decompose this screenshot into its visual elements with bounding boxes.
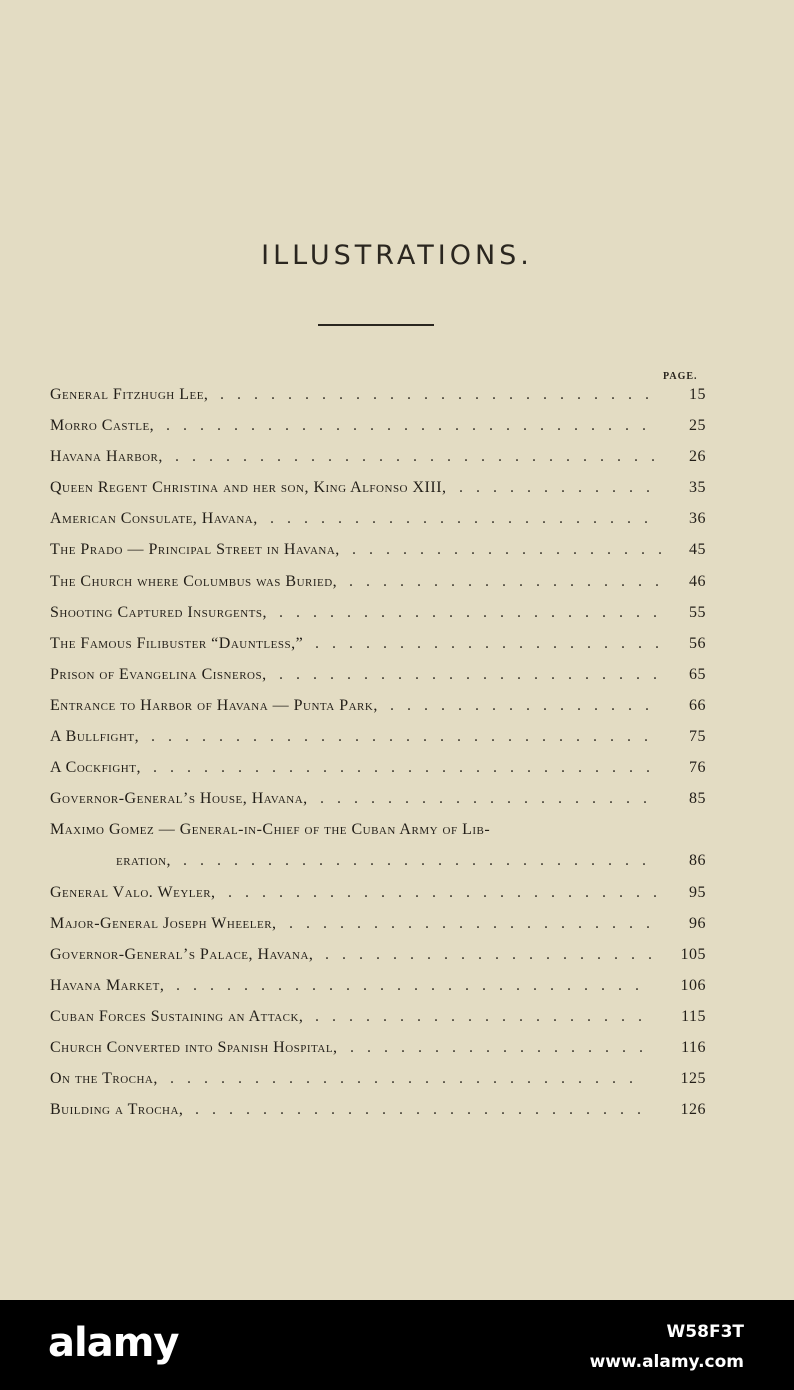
toc-entry xyxy=(50,382,710,413)
toc-entry xyxy=(50,942,710,973)
entry-title: General Valo. Weyler, xyxy=(50,883,216,901)
entry-page-number: 95 xyxy=(689,883,706,901)
entry-page-number: 15 xyxy=(689,386,706,403)
dot-leader: ........................... xyxy=(195,1101,654,1119)
dot-leader: ....................... xyxy=(270,510,661,528)
entry-title: The Prado — Principal Street in Havana, xyxy=(50,541,340,559)
dot-leader: .................... xyxy=(315,1007,655,1025)
entry-title: Major-General Joseph Wheeler, xyxy=(50,914,277,932)
toc-entry xyxy=(50,817,710,848)
toc-entry xyxy=(50,537,710,568)
entry-title: American Consulate, Havana, xyxy=(50,510,258,528)
entry-title: Havana Harbor, xyxy=(50,448,163,466)
toc-entry xyxy=(50,1004,710,1035)
toc-entry xyxy=(50,755,710,786)
dot-leader: ....................... xyxy=(279,665,670,683)
entry-page-number: 76 xyxy=(689,759,706,777)
entry-title: Havana Market, xyxy=(50,976,165,994)
entry-title: A Bullfight, xyxy=(50,728,140,746)
toc-entry xyxy=(50,631,710,662)
dot-leader: .................. xyxy=(350,1038,656,1056)
dot-leader: ............................. xyxy=(166,417,659,435)
toc-entry xyxy=(50,786,710,817)
entry-page-number: 25 xyxy=(689,417,706,435)
entry-page-number: 55 xyxy=(689,603,706,621)
toc-entry xyxy=(50,1097,710,1128)
title-rule xyxy=(318,324,434,326)
entry-page-number: 66 xyxy=(689,696,706,714)
dot-leader: ...................... xyxy=(289,914,663,932)
illustrations-list xyxy=(50,382,710,1128)
dot-leader: ................... xyxy=(349,572,672,590)
entry-page-number: 116 xyxy=(681,1038,706,1056)
entry-page-number: 85 xyxy=(689,790,706,808)
toc-entry xyxy=(50,475,710,506)
entry-title: Building a Trocha, xyxy=(50,1101,184,1119)
toc-entry xyxy=(50,880,710,911)
entry-page-number: 105 xyxy=(680,945,706,963)
toc-entry xyxy=(50,973,710,1004)
dot-leader: .......................... xyxy=(220,386,662,403)
dot-leader: .............................. xyxy=(151,728,661,746)
dot-leader: ............................. xyxy=(175,448,668,466)
entry-title: The Church where Columbus was Buried, xyxy=(50,572,338,590)
image-id: W58F3T xyxy=(666,1322,744,1342)
entry-title: Maximo Gomez — General-in-Chief of the Cuban Army of Lib- xyxy=(50,821,491,839)
entry-title: Governor-General’s House, Havana, xyxy=(50,790,308,808)
toc-entry xyxy=(50,1066,710,1097)
dot-leader: ....................... xyxy=(279,603,670,621)
entry-page-number: 56 xyxy=(689,634,706,652)
dot-leader: ................... xyxy=(352,541,675,559)
entry-page-number: 65 xyxy=(689,665,706,683)
toc-entry xyxy=(50,413,710,444)
entry-page-number: 75 xyxy=(689,728,706,746)
toc-entry xyxy=(50,724,710,755)
toc-entry xyxy=(50,444,710,475)
entry-page-number: 96 xyxy=(689,914,706,932)
entry-title: Prison of Evangelina Cisneros, xyxy=(50,665,267,683)
entry-title: Morro Castle, xyxy=(50,417,155,435)
entry-title: Cuban Forces Sustaining an Attack, xyxy=(50,1007,304,1025)
entry-title: eration, xyxy=(116,852,172,870)
dot-leader: .................... xyxy=(325,945,665,963)
toc-entry xyxy=(50,1035,710,1066)
entry-page-number: 125 xyxy=(680,1070,706,1088)
entry-page-number: 126 xyxy=(680,1101,706,1119)
dot-leader: ............................ xyxy=(183,852,659,870)
entry-page-number: 26 xyxy=(689,448,706,466)
toc-entry xyxy=(50,693,710,724)
dot-leader: ................ xyxy=(390,696,662,714)
entry-title: A Cockfight, xyxy=(50,759,141,777)
dot-leader: ............................ xyxy=(170,1070,646,1088)
entry-title: Entrance to Harbor of Havana — Punta Park, xyxy=(50,696,378,714)
entry-page-number: 35 xyxy=(689,479,706,497)
toc-entry xyxy=(50,662,710,693)
entry-page-number: 36 xyxy=(689,510,706,528)
alamy-logo: alamy xyxy=(48,1320,179,1366)
dot-leader: ..................... xyxy=(315,634,672,652)
entry-title: On the Trocha, xyxy=(50,1070,158,1088)
watermark-footer xyxy=(0,1300,794,1390)
toc-entry xyxy=(50,569,710,600)
toc-entry xyxy=(50,911,710,942)
dot-leader: .......................... xyxy=(228,883,670,901)
entry-title: General Fitzhugh Lee, xyxy=(50,386,209,403)
entry-title: Queen Regent Christina and her son, King Alfonso XIII, xyxy=(50,479,447,497)
page-column-header: PAGE. xyxy=(663,371,698,382)
entry-page-number: 106 xyxy=(680,976,706,994)
dot-leader: ............ xyxy=(459,479,663,497)
entry-page-number: 45 xyxy=(689,541,706,559)
entry-title: Church Converted into Spanish Hospital, xyxy=(50,1038,338,1056)
dot-leader: ............................ xyxy=(176,976,652,994)
entry-title: The Famous Filibuster “Dauntless,” xyxy=(50,634,304,652)
site-url: www.alamy.com xyxy=(589,1352,744,1372)
entry-page-number: 86 xyxy=(689,852,706,870)
entry-page-number: 46 xyxy=(689,572,706,590)
image-id-block xyxy=(590,1317,744,1377)
entry-title: Shooting Captured Insurgents, xyxy=(50,603,268,621)
toc-entry xyxy=(50,506,710,537)
toc-entry xyxy=(50,848,710,879)
entry-title: Governor-General’s Palace, Havana, xyxy=(50,945,314,963)
dot-leader: .................... xyxy=(320,790,660,808)
dot-leader: .............................. xyxy=(153,759,663,777)
page-title: ILLUSTRATIONS. xyxy=(261,240,533,271)
toc-entry xyxy=(50,600,710,631)
entry-page-number: 115 xyxy=(681,1007,706,1025)
